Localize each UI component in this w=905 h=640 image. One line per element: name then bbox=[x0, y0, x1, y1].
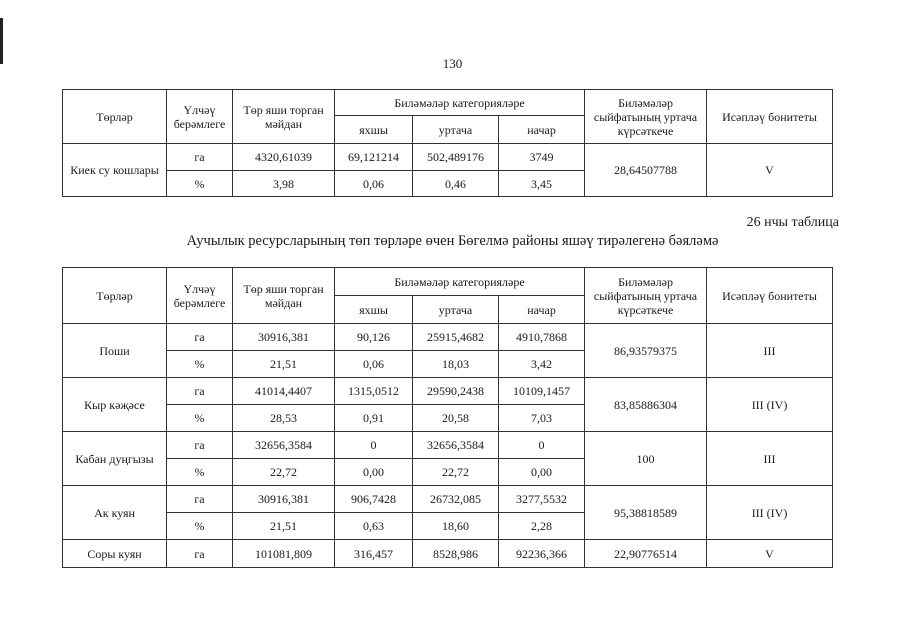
unit-cell: % bbox=[167, 459, 233, 486]
poor-cell: 2,28 bbox=[499, 513, 585, 540]
header-avg-quality: Биләмәләр сыйфатының уртача күрсәткече bbox=[585, 90, 707, 144]
table-number: 26 нчы таблица bbox=[746, 215, 839, 230]
area-cell: 101081,809 bbox=[233, 540, 335, 568]
species-name: Ак куян bbox=[63, 486, 167, 540]
unit-cell: га bbox=[167, 378, 233, 405]
unit-cell: га bbox=[167, 432, 233, 459]
good-cell: 0,00 bbox=[335, 459, 413, 486]
header-avg-quality: Биләмәләр сыйфатының уртача күрсәткече bbox=[585, 268, 707, 324]
avg-cell: 28,64507788 bbox=[585, 144, 707, 197]
header-bonitet: Исәпләү бонитеты bbox=[707, 268, 833, 324]
unit-cell: % bbox=[167, 513, 233, 540]
page-number: 130 bbox=[442, 56, 463, 71]
table-row bbox=[63, 486, 833, 513]
table-row bbox=[63, 144, 833, 171]
unit-cell: га bbox=[167, 540, 233, 568]
medium-cell: 502,489176 bbox=[413, 144, 499, 171]
poor-cell: 3,45 bbox=[499, 171, 585, 197]
header-types: Төрләр bbox=[63, 90, 167, 144]
unit-cell: % bbox=[167, 405, 233, 432]
header-area: Төр яши торган мәйдан bbox=[233, 90, 335, 144]
bonitet-cell: III bbox=[707, 432, 833, 486]
species-name: Киек су кошлары bbox=[63, 144, 167, 197]
header-medium: уртача bbox=[413, 116, 499, 144]
good-cell: 0,63 bbox=[335, 513, 413, 540]
area-cell: 41014,4407 bbox=[233, 378, 335, 405]
good-cell: 90,126 bbox=[335, 324, 413, 351]
header-bonitet: Исәпләү бонитеты bbox=[707, 90, 833, 144]
unit-cell: га bbox=[167, 324, 233, 351]
good-cell: 1315,0512 bbox=[335, 378, 413, 405]
poor-cell: 10109,1457 bbox=[499, 378, 585, 405]
header-poor: начар bbox=[499, 296, 585, 324]
medium-cell: 22,72 bbox=[413, 459, 499, 486]
unit-cell: га bbox=[167, 144, 233, 171]
header-categories: Биләмәләр категорияләре bbox=[335, 268, 585, 296]
species-name: Кыр кәҗәсе bbox=[63, 378, 167, 432]
good-cell: 906,7428 bbox=[335, 486, 413, 513]
medium-cell: 18,03 bbox=[413, 351, 499, 378]
poor-cell: 0 bbox=[499, 432, 585, 459]
header-good: яхшы bbox=[335, 116, 413, 144]
good-cell: 0,06 bbox=[335, 351, 413, 378]
medium-cell: 18,60 bbox=[413, 513, 499, 540]
bonitet-cell: V bbox=[707, 144, 833, 197]
medium-cell: 26732,085 bbox=[413, 486, 499, 513]
header-area: Төр яши торган мәйдан bbox=[233, 268, 335, 324]
area-cell: 3,98 bbox=[233, 171, 335, 197]
species-name: Кабан дуңгызы bbox=[63, 432, 167, 486]
table-habitat-assessment bbox=[62, 267, 833, 568]
avg-cell: 22,90776514 bbox=[585, 540, 707, 568]
table-title: Аучылык ресурсларының төп төрләре өчен Бөгелмә районы яшәү тирәлегенә бәяләмә bbox=[186, 233, 719, 249]
header-poor: начар bbox=[499, 116, 585, 144]
header-types: Төрләр bbox=[63, 268, 167, 324]
table-row bbox=[63, 540, 833, 568]
area-cell: 32656,3584 bbox=[233, 432, 335, 459]
header-unit: Үлчәү берәмлеге bbox=[167, 90, 233, 144]
area-cell: 22,72 bbox=[233, 459, 335, 486]
good-cell: 0,91 bbox=[335, 405, 413, 432]
species-name: Поши bbox=[63, 324, 167, 378]
good-cell: 69,121214 bbox=[335, 144, 413, 171]
good-cell: 0 bbox=[335, 432, 413, 459]
poor-cell: 3,42 bbox=[499, 351, 585, 378]
header-unit: Үлчәү берәмлеге bbox=[167, 268, 233, 324]
header-medium: уртача bbox=[413, 296, 499, 324]
bonitet-cell: V bbox=[707, 540, 833, 568]
bonitet-cell: III (IV) bbox=[707, 486, 833, 540]
area-cell: 28,53 bbox=[233, 405, 335, 432]
header-good: яхшы bbox=[335, 296, 413, 324]
medium-cell: 20,58 bbox=[413, 405, 499, 432]
area-cell: 21,51 bbox=[233, 351, 335, 378]
bonitet-cell: III bbox=[707, 324, 833, 378]
avg-cell: 95,38818589 bbox=[585, 486, 707, 540]
medium-cell: 32656,3584 bbox=[413, 432, 499, 459]
header-categories: Биләмәләр категорияләре bbox=[335, 90, 585, 116]
table-water-birds bbox=[62, 89, 833, 197]
area-cell: 4320,61039 bbox=[233, 144, 335, 171]
bonitet-cell: III (IV) bbox=[707, 378, 833, 432]
unit-cell: % bbox=[167, 171, 233, 197]
table-row bbox=[63, 432, 833, 459]
avg-cell: 100 bbox=[585, 432, 707, 486]
poor-cell: 4910,7868 bbox=[499, 324, 585, 351]
poor-cell: 7,03 bbox=[499, 405, 585, 432]
unit-cell: га bbox=[167, 486, 233, 513]
area-cell: 30916,381 bbox=[233, 324, 335, 351]
good-cell: 316,457 bbox=[335, 540, 413, 568]
medium-cell: 8528,986 bbox=[413, 540, 499, 568]
poor-cell: 3749 bbox=[499, 144, 585, 171]
good-cell: 0,06 bbox=[335, 171, 413, 197]
poor-cell: 3277,5532 bbox=[499, 486, 585, 513]
avg-cell: 83,85886304 bbox=[585, 378, 707, 432]
table-row bbox=[63, 378, 833, 405]
medium-cell: 25915,4682 bbox=[413, 324, 499, 351]
medium-cell: 0,46 bbox=[413, 171, 499, 197]
medium-cell: 29590,2438 bbox=[413, 378, 499, 405]
table-row bbox=[63, 324, 833, 351]
area-cell: 21,51 bbox=[233, 513, 335, 540]
species-name: Соры куян bbox=[63, 540, 167, 568]
area-cell: 30916,381 bbox=[233, 486, 335, 513]
avg-cell: 86,93579375 bbox=[585, 324, 707, 378]
poor-cell: 92236,366 bbox=[499, 540, 585, 568]
unit-cell: % bbox=[167, 351, 233, 378]
poor-cell: 0,00 bbox=[499, 459, 585, 486]
